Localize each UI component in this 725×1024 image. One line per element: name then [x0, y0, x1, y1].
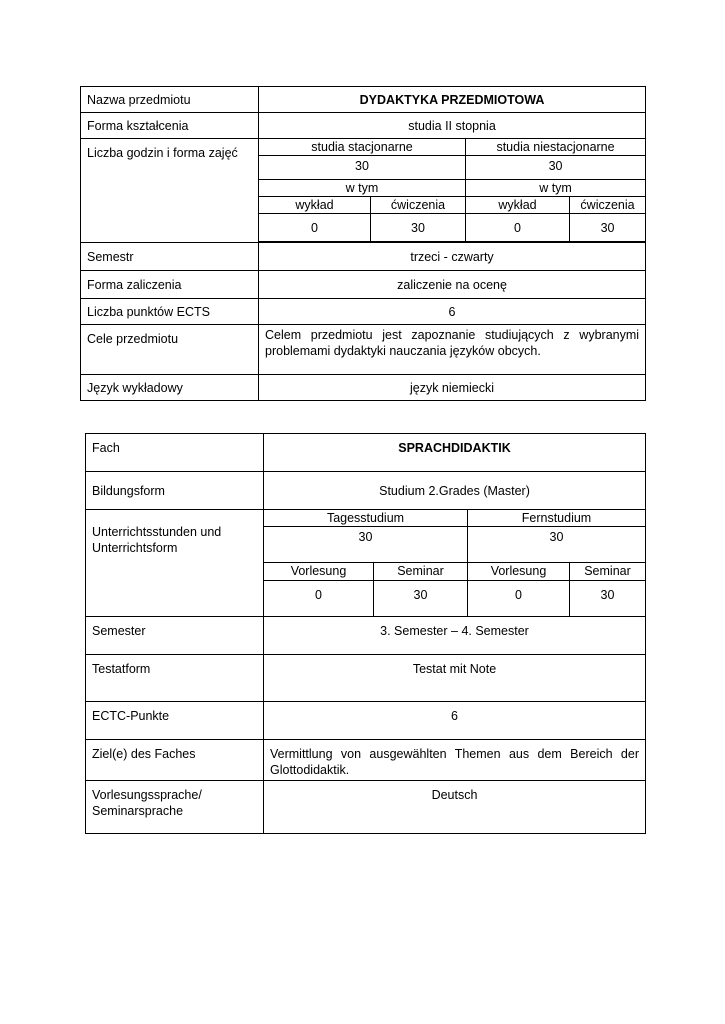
- part-time-including: w tym: [466, 180, 646, 197]
- vorlesungssprache-value: Deutsch: [264, 781, 646, 834]
- subject-value: DYDAKTYKA PRZEDMIOTOWA: [259, 87, 646, 113]
- pt-exercises-header: ćwiczenia: [570, 197, 646, 214]
- fs-vorlesung-value: 0: [468, 581, 570, 617]
- tagesstudium-header: Tagesstudium: [264, 510, 468, 527]
- fs-seminar-value: 30: [570, 581, 646, 617]
- ects-label: Liczba punktów ECTS: [81, 299, 259, 325]
- subject-label: Nazwa przedmiotu: [81, 87, 259, 113]
- semester-value: trzeci - czwarty: [259, 243, 646, 271]
- unterrichtsstunden-line-2: Unterrichtsform: [92, 541, 178, 555]
- vorlesungssprache-line-2: Seminarsprache: [92, 804, 184, 818]
- full-time-header: studia stacjonarne: [259, 139, 466, 156]
- fs-vorlesung-header: Vorlesung: [468, 563, 570, 581]
- full-time-hours: 30: [259, 156, 466, 180]
- unterrichtsstunden-line-1: Unterrichtsstunden und: [92, 525, 222, 539]
- hours-label: Liczba godzin i forma zajęć: [81, 139, 259, 243]
- language-label: Język wykładowy: [81, 375, 259, 401]
- ft-lecture-header: wykład: [259, 197, 371, 214]
- semester-label: Semestr: [81, 243, 259, 271]
- ts-seminar-header: Seminar: [374, 563, 468, 581]
- pt-lecture-header: wykład: [466, 197, 570, 214]
- goals-line-1: Celem przedmiotu jest zapoznanie studiujących z wybranymi: [265, 328, 640, 342]
- ziel-line-2: Glottodidaktik.: [270, 763, 350, 777]
- ziel-value: [264, 740, 646, 781]
- tagesstudium-hours: 30: [264, 527, 468, 563]
- bildungsform-label: Bildungsform: [86, 472, 264, 510]
- ectc-label: ECTC-Punkte: [86, 702, 264, 740]
- polish-course-table: [80, 86, 646, 401]
- language-value: język niemiecki: [259, 375, 646, 401]
- fernstudium-hours: 30: [468, 527, 646, 563]
- full-time-including: w tym: [259, 180, 466, 197]
- credit-value: zaliczenie na ocenę: [259, 271, 646, 299]
- unterrichtsstunden-label: [86, 510, 264, 617]
- credit-label: Forma zaliczenia: [81, 271, 259, 299]
- fs-seminar-header: Seminar: [570, 563, 646, 581]
- ziel-line-1: Vermittlung von ausgewählten Themen aus dem Bereich der: [270, 747, 639, 761]
- ft-lecture-value: 0: [259, 214, 371, 242]
- testatform-label: Testatform: [86, 655, 264, 702]
- pt-exercises-value: 30: [570, 214, 646, 242]
- fernstudium-header: Fernstudium: [468, 510, 646, 527]
- goals-label: Cele przedmiotu: [81, 325, 259, 375]
- german-course-table: [85, 433, 646, 834]
- pt-lecture-value: 0: [466, 214, 570, 242]
- part-time-hours: 30: [466, 156, 646, 180]
- goals-value: [259, 325, 646, 375]
- ts-seminar-value: 30: [374, 581, 468, 617]
- ts-vorlesung-value: 0: [264, 581, 374, 617]
- goals-line-2: problemami dydaktyki nauczania języków obcych.: [265, 344, 541, 358]
- fach-value: SPRACHDIDAKTIK: [264, 434, 646, 472]
- bildungsform-value: Studium 2.Grades (Master): [264, 472, 646, 510]
- form-value: studia II stopnia: [259, 113, 646, 139]
- testatform-value: Testat mit Note: [264, 655, 646, 702]
- form-label: Forma kształcenia: [81, 113, 259, 139]
- part-time-header: studia niestacjonarne: [466, 139, 646, 156]
- ft-exercises-value: 30: [371, 214, 466, 242]
- ft-exercises-header: ćwiczenia: [371, 197, 466, 214]
- vorlesungssprache-line-1: Vorlesungssprache/: [92, 788, 202, 802]
- ectc-value: 6: [264, 702, 646, 740]
- semester-label-de: Semester: [86, 617, 264, 655]
- semester-value-de: 3. Semester – 4. Semester: [264, 617, 646, 655]
- fach-label: Fach: [86, 434, 264, 472]
- ects-value: 6: [259, 299, 646, 325]
- vorlesungssprache-label: [86, 781, 264, 834]
- ts-vorlesung-header: Vorlesung: [264, 563, 374, 581]
- ziel-label: Ziel(e) des Faches: [86, 740, 264, 781]
